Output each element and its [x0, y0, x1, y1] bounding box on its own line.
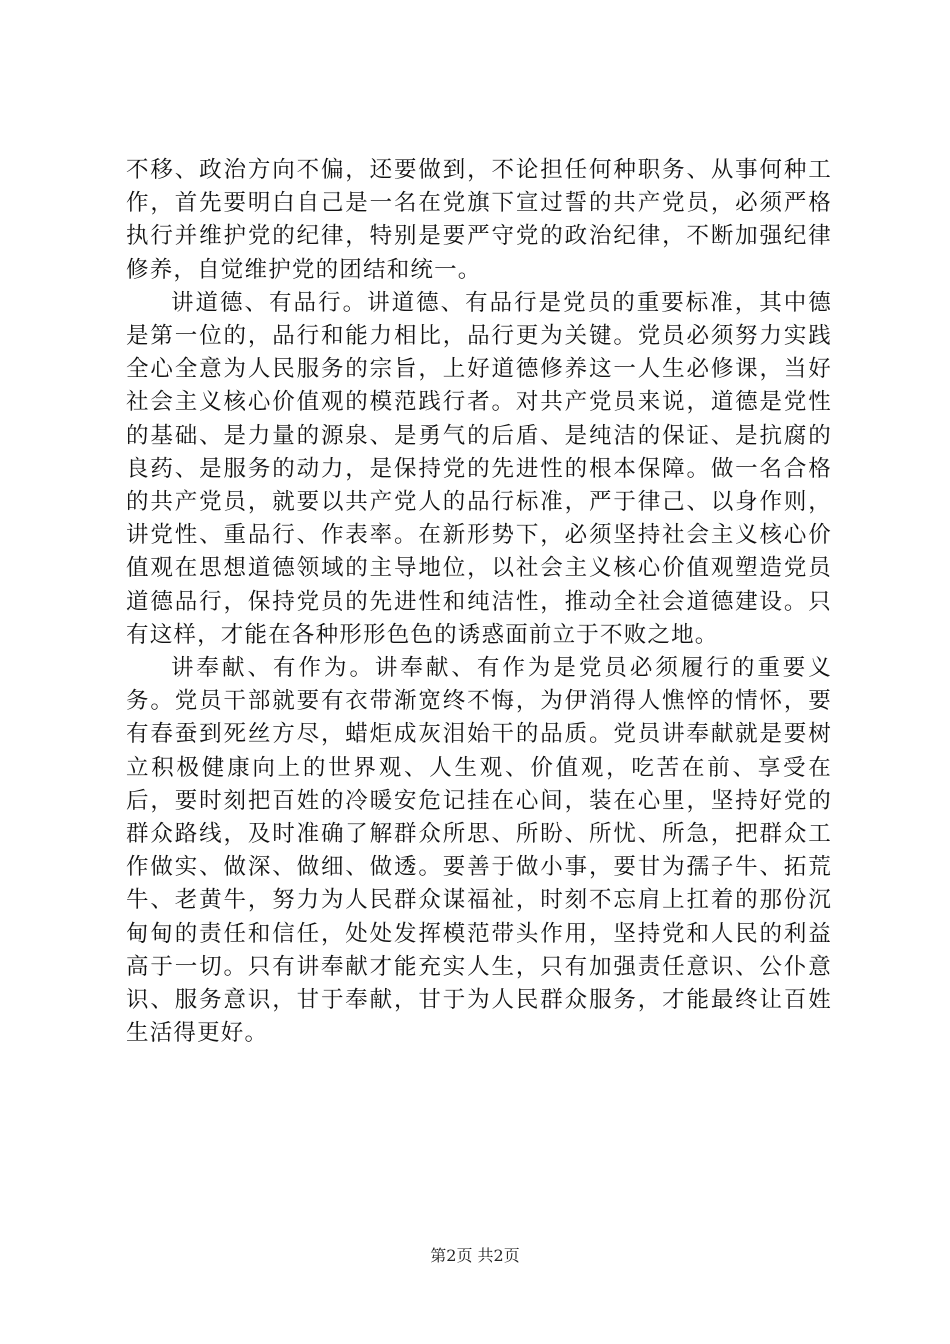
- page-number-footer: 第2页 共2页: [430, 1246, 520, 1265]
- paragraph-1: 不移、政治方向不偏，还要做到，不论担任何种职务、从事何种工作，首先要明白自己是一名在党旗下宣过誓的共产党员，必须严格执行并维护党的纪律，特别是要严守党的政治纪律，不断加强纪律修养，自觉维护党的团结和统一。: [126, 157, 832, 283]
- paragraph-3: 讲奉献、有作为。讲奉献、有作为是党员必须履行的重要义务。党员干部就要有衣带渐宽终不悔，为伊消得人憔悴的情怀，要有春蚕到死丝方尽，蜡炬成灰泪始干的品质。党员讲奉献就是要树立积极健康向上的世界观、人生观、价值观，吃苦在前、享受在后，要时刻把百姓的冷暖安危记挂在心间，装在心里，坚持好党的群众路线，及时准确了解群众所思、所盼、所忧、所急，把群众工作做实、做深、做细、做透。要善于做小事，要甘为孺子牛、拓荒牛、老黄牛，努力为人民群众谋福祉，时刻不忘肩上扛着的那份沉甸甸的责任和信任，处处发挥模范带头作用，坚持党和人民的利益高于一切。只有讲奉献才能充实人生，只有加强责任意识、公仆意识、服务意识，甘于奉献，甘于为人民群众服务，才能最终让百姓生活得更好。: [126, 655, 832, 1047]
- document-body: [126, 154, 832, 1050]
- paragraph-2: 讲道德、有品行。讲道德、有品行是党员的重要标准，其中德是第一位的，品行和能力相比，品行更为关键。党员必须努力实践全心全意为人民服务的宗旨，上好道德修养这一人生必修课，当好社会主义核心价值观的模范践行者。对共产党员来说，道德是党性的基础、是力量的源泉、是勇气的后盾、是纯洁的保证、是抗腐的良药、是服务的动力，是保持党的先进性的根本保障。做一名合格的共产党员，就要以共产党人的品行标准，严于律己、以身作则，讲党性、重品行、作表率。在新形势下，必须坚持社会主义核心价值观在思想道德领域的主导地位，以社会主义核心价值观塑造党员道德品行，保持党员的先进性和纯洁性，推动全社会道德建设。只有这样，才能在各种形形色色的诱惑面前立于不败之地。: [126, 289, 832, 648]
